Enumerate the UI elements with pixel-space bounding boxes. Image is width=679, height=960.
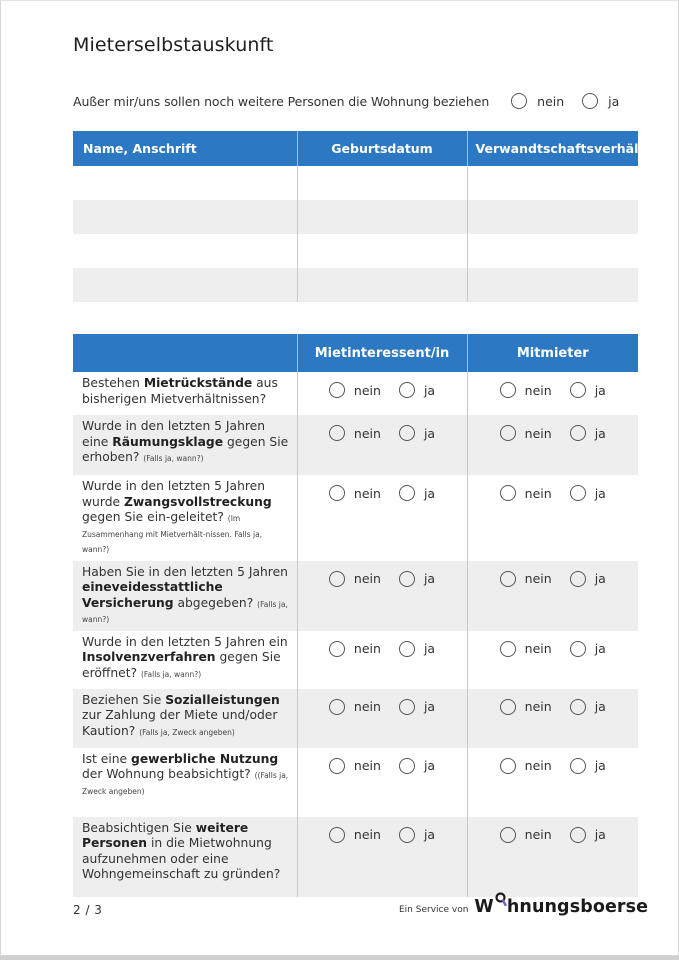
radio-circle-icon[interactable] [399, 382, 415, 398]
applicant-answer-cell [297, 561, 467, 631]
persons-table [73, 131, 665, 302]
question-keyword: eineveidesstattliche Versicherung [82, 580, 223, 610]
applicant-radio-ja[interactable] [399, 571, 435, 587]
question-cell [73, 475, 297, 561]
applicant-radio-nein[interactable] [329, 827, 381, 843]
radio-circle-icon[interactable] [500, 758, 516, 774]
table-header-row [73, 131, 638, 166]
cotenant-answer-cell [467, 415, 638, 475]
radio-circle-icon[interactable] [399, 485, 415, 501]
radio-label: ja [594, 425, 606, 441]
applicant-answer-cell [297, 748, 467, 817]
header-question [73, 334, 297, 372]
question-row [73, 561, 638, 631]
radio-circle-icon[interactable] [329, 758, 345, 774]
radio-label: nein [353, 758, 381, 773]
table-row [73, 234, 638, 268]
question-row [73, 415, 638, 475]
applicant-radio-group [298, 571, 467, 587]
cotenant-radio-group [468, 571, 639, 587]
applicant-radio-nein[interactable] [329, 425, 381, 441]
question-post: zur Zahlung der Miete und/oder Kaution? [82, 708, 278, 738]
header-name-address: Name, Anschrift [73, 131, 297, 166]
cotenant-radio-ja[interactable] [570, 827, 606, 843]
table-row [73, 200, 638, 234]
applicant-radio-nein[interactable] [329, 758, 381, 774]
question-row [73, 372, 638, 415]
question-keyword: gewerbliche Nutzung [131, 751, 279, 766]
question-note: (Im Zusammenhang mit Mietverhält-nissen. Falls ja, wann?) [82, 514, 263, 554]
applicant-radio-group [298, 425, 467, 441]
radio-ja[interactable] [582, 93, 619, 109]
brand-rest: hnungsboerse [506, 897, 649, 917]
cotenant-answer-cell [467, 631, 638, 689]
radio-label: ja [423, 827, 436, 842]
relationship-cell[interactable] [467, 268, 638, 302]
question-pre: Haben Sie in den letzten 5 Jahren [82, 564, 288, 579]
radio-label: ja [594, 758, 606, 773]
applicant-radio-group [298, 382, 467, 398]
radio-label: nein [353, 382, 381, 398]
radio-label: nein [524, 641, 552, 656]
radio-circle-icon[interactable] [329, 571, 345, 587]
radio-circle-icon[interactable] [570, 425, 586, 441]
radio-label: ja [423, 758, 436, 773]
applicant-radio-ja[interactable] [399, 699, 435, 715]
cotenant-radio-nein[interactable] [500, 425, 552, 441]
cotenant-radio-nein[interactable] [500, 641, 552, 657]
radio-label: nein [524, 382, 552, 398]
magnifier-o-icon [495, 901, 506, 912]
cotenant-radio-nein[interactable] [500, 382, 552, 398]
applicant-radio-ja[interactable] [399, 758, 435, 774]
question-pre: Wurde in den letzten 5 Jahren ein [82, 634, 288, 649]
radio-label: ja [423, 425, 436, 441]
question-pre: Beabsichtigen Sie [82, 820, 196, 835]
page-title: Mieterselbstauskunft [73, 34, 274, 56]
question-cell [73, 817, 297, 897]
radio-circle-icon[interactable] [500, 641, 516, 657]
page-indicator: 2 / 3 [73, 903, 103, 917]
applicant-radio-group [298, 758, 467, 774]
cotenant-radio-ja[interactable] [570, 699, 606, 715]
page-edge [0, 956, 679, 960]
radio-circle-icon[interactable] [399, 571, 415, 587]
radio-circle-icon[interactable] [511, 93, 527, 109]
cotenant-radio-nein[interactable] [500, 485, 552, 501]
question-post: gegen Sie erhoben? [82, 434, 289, 464]
name-address-cell[interactable] [73, 234, 297, 268]
radio-circle-icon[interactable] [570, 758, 586, 774]
applicant-answer-cell [297, 415, 467, 475]
radio-label: ja [594, 382, 606, 398]
question-note: (Falls ja, wann?) [143, 454, 204, 463]
radio-label: nein [353, 699, 381, 714]
cotenant-radio-group [468, 425, 639, 441]
radio-circle-icon[interactable] [329, 485, 345, 501]
question-post: gegen Sie eröffnet? [82, 650, 281, 680]
cotenant-radio-nein[interactable] [500, 699, 552, 715]
applicant-radio-group [298, 641, 467, 657]
header-cotenant: Mitmieter [467, 334, 638, 372]
cotenant-radio-group [468, 641, 639, 657]
radio-circle-icon[interactable] [570, 571, 586, 587]
table-row [73, 166, 638, 200]
relationship-cell[interactable] [467, 200, 638, 234]
radio-label: ja [594, 485, 606, 501]
cotenant-radio-nein[interactable] [500, 758, 552, 774]
cotenant-answer-cell [467, 372, 638, 415]
birthdate-cell[interactable] [297, 200, 467, 234]
brand-letter-w: W [474, 897, 494, 917]
radio-label: nein [524, 699, 552, 714]
applicant-radio-nein[interactable] [329, 699, 381, 715]
radio-circle-icon[interactable] [570, 699, 586, 715]
radio-circle-icon[interactable] [570, 382, 586, 398]
applicant-radio-ja[interactable] [399, 827, 435, 843]
cotenant-radio-ja[interactable] [570, 382, 606, 398]
brand-logo [474, 897, 648, 917]
radio-circle-icon[interactable] [570, 827, 586, 843]
radio-circle-icon[interactable] [399, 641, 415, 657]
question-keyword: Mietrückstände [143, 376, 253, 390]
question-note: (Falls ja, wann?) [82, 599, 288, 624]
radio-label: ja [423, 571, 436, 586]
radio-circle-icon[interactable] [399, 827, 415, 843]
radio-label: ja [608, 93, 620, 109]
question-cell [73, 631, 297, 689]
radio-circle-icon[interactable] [329, 827, 345, 843]
radio-label: ja [423, 382, 436, 398]
applicant-radio-ja[interactable] [399, 382, 435, 398]
applicant-radio-nein[interactable] [329, 641, 381, 657]
cotenant-radio-nein[interactable] [500, 827, 552, 843]
radio-circle-icon[interactable] [399, 699, 415, 715]
radio-label: ja [594, 641, 606, 656]
questions-table [73, 334, 638, 897]
radio-label: ja [423, 699, 436, 714]
question-cell [73, 561, 297, 631]
cotenant-radio-group [468, 699, 639, 715]
radio-label: nein [537, 93, 565, 109]
applicant-radio-nein[interactable] [329, 382, 381, 398]
question-post: abgegeben? [173, 595, 254, 610]
question-pre: Wurde in den letzten 5 Jahren eine [82, 419, 266, 449]
birthdate-cell[interactable] [297, 268, 467, 302]
cotenant-answer-cell [467, 748, 638, 817]
cotenant-answer-cell [467, 561, 638, 631]
radio-nein[interactable] [511, 93, 564, 109]
question-pre: Bestehen [82, 376, 144, 390]
question-cell [73, 689, 297, 748]
radio-circle-icon[interactable] [500, 827, 516, 843]
question-cell [73, 372, 297, 415]
radio-circle-icon[interactable] [329, 425, 345, 441]
radio-label: ja [594, 827, 606, 842]
applicant-radio-nein[interactable] [329, 571, 381, 587]
applicant-radio-ja[interactable] [399, 485, 435, 501]
cotenant-radio-ja[interactable] [570, 758, 606, 774]
question-row [73, 475, 638, 561]
radio-label: nein [524, 571, 552, 586]
question-keyword: weitere Personen [82, 820, 249, 850]
cotenant-radio-ja[interactable] [570, 485, 606, 501]
applicant-radio-ja[interactable] [399, 425, 435, 441]
birthdate-cell[interactable] [297, 166, 467, 200]
name-address-cell[interactable] [73, 200, 297, 234]
radio-circle-icon[interactable] [329, 699, 345, 715]
radio-label: nein [353, 485, 381, 501]
applicant-answer-cell [297, 475, 467, 561]
radio-circle-icon[interactable] [329, 641, 345, 657]
radio-circle-icon[interactable] [500, 485, 516, 501]
radio-label: ja [423, 485, 436, 501]
applicant-radio-group [298, 827, 467, 843]
radio-label: nein [524, 758, 552, 773]
cotenant-radio-group [468, 382, 639, 398]
cotenant-answer-cell [467, 475, 638, 561]
service-credit [399, 897, 648, 917]
cotenant-radio-ja[interactable] [570, 641, 606, 657]
radio-circle-icon[interactable] [570, 641, 586, 657]
question-pre: Beziehen Sie [82, 692, 166, 707]
question-pre: Wurde in den letzten 5 Jahren wurde [82, 479, 266, 509]
question-post: gegen Sie ein-geleitet? [82, 510, 224, 524]
question-keyword: Räumungsklage [112, 434, 224, 449]
question-keyword: Sozialleistungen [165, 692, 280, 707]
radio-label: nein [524, 827, 552, 842]
applicant-radio-group [298, 699, 467, 715]
radio-circle-icon[interactable] [582, 93, 598, 109]
radio-label: nein [353, 571, 381, 586]
cotenant-radio-group [468, 758, 639, 774]
additional-persons-question [73, 91, 633, 111]
question-post: aus bisherigen Mietverhältnissen? [82, 376, 278, 406]
cotenant-radio-ja[interactable] [570, 571, 606, 587]
question-cell [73, 415, 297, 475]
radio-label: nein [524, 425, 552, 441]
question-pre: Ist eine [82, 751, 132, 766]
radio-circle-icon[interactable] [399, 758, 415, 774]
radio-label: ja [594, 699, 606, 714]
radio-label: ja [594, 571, 606, 586]
relationship-cell[interactable] [467, 234, 638, 268]
question-text: Außer mir/uns sollen noch weitere Personen die Wohnung beziehen [73, 93, 490, 109]
applicant-answer-cell [297, 817, 467, 897]
relationship-cell[interactable] [467, 166, 638, 200]
question-row [73, 631, 638, 689]
radio-circle-icon[interactable] [500, 425, 516, 441]
question-row [73, 748, 638, 817]
applicant-radio-group [298, 485, 467, 501]
radio-circle-icon[interactable] [500, 571, 516, 587]
question-post: der Wohnung beabsichtigt? [82, 767, 251, 781]
applicant-radio-ja[interactable] [399, 641, 435, 657]
question-row [73, 689, 638, 748]
header-relationship: Verwandtschaftsverhältnis [467, 131, 638, 166]
radio-label: nein [524, 485, 552, 501]
applicant-radio-nein[interactable] [329, 485, 381, 501]
cotenant-radio-ja[interactable] [570, 425, 606, 441]
question-post: in die Mietwohnung aufzunehmen oder eine Wohngemeinschaft zu gründen? [82, 836, 281, 881]
radio-circle-icon[interactable] [399, 425, 415, 441]
table-row [73, 268, 638, 302]
radio-circle-icon[interactable] [329, 382, 345, 398]
radio-label: ja [423, 641, 436, 656]
header-applicant: Mietinteressent/in [297, 334, 467, 372]
question-note: (Falls ja, wann?) [140, 669, 202, 679]
radio-circle-icon[interactable] [570, 485, 586, 501]
cotenant-radio-group [468, 827, 639, 843]
radio-circle-icon[interactable] [500, 382, 516, 398]
question-keyword: Insolvenzverfahren [82, 650, 216, 664]
radio-label: nein [353, 827, 381, 842]
radio-circle-icon[interactable] [500, 699, 516, 715]
cotenant-answer-cell [467, 689, 638, 748]
name-address-cell[interactable] [73, 166, 297, 200]
applicant-answer-cell [297, 689, 467, 748]
service-prefix: Ein Service von [399, 905, 469, 915]
cotenant-answer-cell [467, 817, 638, 897]
header-birthdate: Geburtsdatum [297, 131, 467, 166]
birthdate-cell[interactable] [297, 234, 467, 268]
question-cell [73, 748, 297, 817]
radio-label: nein [353, 425, 381, 441]
question-row [73, 817, 638, 897]
question-note: ((Falls ja, Zweck angeben) [82, 771, 289, 796]
question-keyword: Zwangsvollstreckung [123, 494, 272, 509]
table-header-row [73, 334, 638, 372]
question-note: (Falls ja, Zweck angeben) [139, 727, 235, 737]
name-address-cell[interactable] [73, 268, 297, 302]
applicant-answer-cell [297, 372, 467, 415]
applicant-answer-cell [297, 631, 467, 689]
cotenant-radio-group [468, 485, 639, 501]
cotenant-radio-nein[interactable] [500, 571, 552, 587]
radio-label: nein [353, 641, 381, 656]
